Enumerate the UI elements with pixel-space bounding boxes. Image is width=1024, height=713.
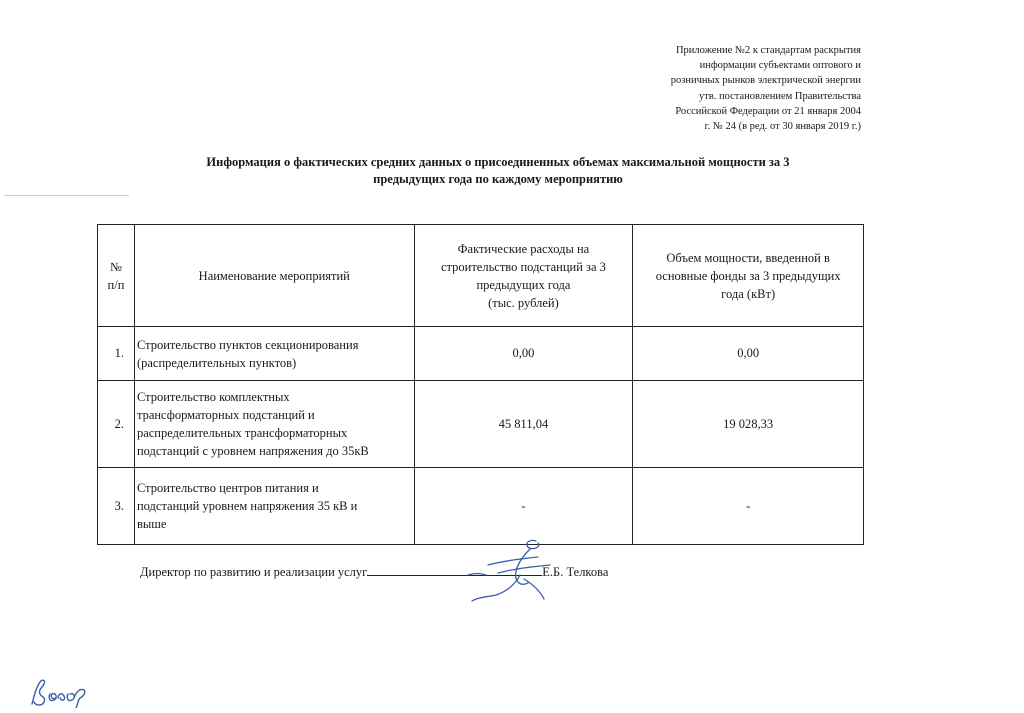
appendix-line: г. № 24 (в ред. от 30 января 2019 г.): [704, 121, 861, 133]
row-power: 0,00: [633, 327, 864, 381]
title-line: Информация о фактических средних данных о присоединенных объемах максимальной мощности за 3: [206, 155, 790, 169]
header-cost-line: (тыс. рублей): [488, 295, 559, 310]
divider-line: [4, 195, 129, 196]
header-cost-line: Фактические расходы на: [457, 241, 590, 256]
table-header-row: [98, 225, 864, 327]
table-row: [98, 381, 864, 468]
header-num-line: №: [110, 259, 122, 274]
signer-name: Е.Б. Телкова: [542, 565, 609, 579]
header-power-line: основные фонды за 3 предыдущих: [655, 268, 841, 283]
row-name-line: (распределительных пунктов): [136, 355, 297, 370]
row-cost: 0,00: [414, 327, 633, 381]
row-name-line: подстанций уровнем напряжения 35 кВ и: [136, 499, 358, 513]
header-cost: [414, 225, 633, 327]
row-name: [134, 381, 414, 468]
header-num-line: п/п: [107, 277, 125, 292]
row-num: 1.: [98, 327, 135, 381]
appendix-line: розничных рынков электрической энергии: [670, 75, 861, 87]
row-num: 2.: [98, 381, 135, 468]
handwritten-signature: [458, 535, 578, 605]
appendix-line: информации субъектами оптового и: [699, 60, 861, 72]
row-name-line: Строительство центров питания и: [136, 481, 319, 495]
header-power-line: Объем мощности, введенной в: [666, 250, 830, 265]
row-cost: 45 811,04: [414, 381, 633, 468]
title-line: предыдущих года по каждому мероприятию: [373, 172, 623, 186]
row-name-line: распределительных трансформаторных: [136, 426, 348, 440]
table-row: [98, 327, 864, 381]
appendix-note: [601, 43, 861, 134]
header-num: [98, 225, 135, 327]
table-row: [98, 468, 864, 545]
header-power: [633, 225, 864, 327]
row-name: [134, 468, 414, 545]
data-table: [97, 224, 864, 545]
row-name-line: Строительство комплектных: [136, 390, 290, 404]
appendix-line: утв. постановлением Правительства: [698, 90, 861, 102]
row-cost: -: [414, 468, 633, 545]
row-name: [134, 327, 414, 381]
header-cost-line: строительство подстанций за 3: [440, 259, 606, 274]
appendix-line: Приложение №2 к стандартам раскрытия: [675, 45, 861, 56]
row-name-line: Строительство пунктов секционирования: [136, 337, 359, 352]
row-power: 19 028,33: [633, 381, 864, 468]
appendix-line: Российской Федерации от 21 января 2004: [675, 105, 861, 117]
document-title: [130, 154, 866, 188]
handwritten-initials: [28, 676, 90, 708]
header-cost-line: предыдущих года: [476, 277, 571, 292]
header-power-line: года (кВт): [721, 286, 776, 301]
row-num: 3.: [98, 468, 135, 545]
row-power: -: [633, 468, 864, 545]
signer-position: Директор по развитию и реализации услуг: [140, 565, 368, 579]
header-name: Наименование мероприятий: [134, 225, 414, 327]
row-name-line: трансформаторных подстанций и: [136, 408, 315, 422]
row-name-line: подстанций с уровнем напряжения до 35кВ: [136, 444, 369, 458]
row-name-line: выше: [136, 517, 167, 531]
